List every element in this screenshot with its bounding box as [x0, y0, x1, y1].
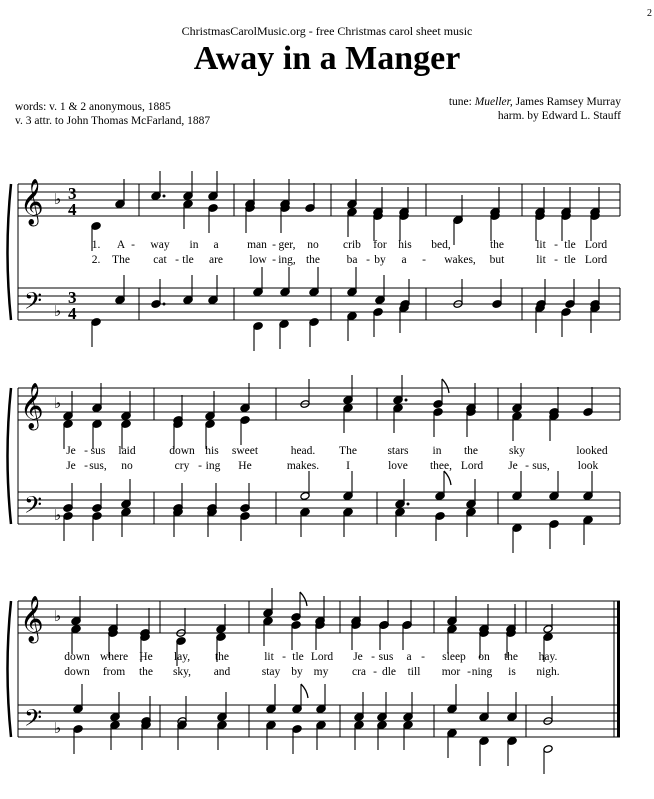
note	[207, 508, 217, 537]
note	[447, 684, 457, 713]
note	[316, 721, 326, 750]
lyric-syllable: on	[478, 651, 490, 663]
note	[343, 404, 353, 433]
bass-staff	[18, 288, 620, 320]
note	[354, 721, 364, 750]
lyric-syllable: ing,	[278, 254, 296, 266]
note	[453, 216, 463, 245]
lyric-syllable: the	[463, 445, 479, 457]
lyric-syllable: bed,	[431, 239, 451, 251]
note	[377, 692, 387, 721]
note	[343, 508, 353, 537]
lyric-syllable: He	[238, 460, 252, 472]
note-flag	[442, 379, 449, 393]
note	[393, 375, 408, 404]
note	[316, 684, 326, 713]
note	[91, 318, 101, 347]
note	[263, 617, 273, 646]
flat-icon: ♭	[54, 719, 62, 737]
lyric-syllable: -	[554, 239, 558, 251]
tune-name: Mueller,	[474, 96, 513, 108]
note	[121, 508, 131, 537]
lyric-syllable: sweet	[231, 445, 259, 457]
lyric-syllable: thee,	[429, 460, 453, 472]
lyric-syllable: Je	[66, 460, 76, 472]
lyric-syllable: in	[189, 239, 199, 251]
lyric-syllable: I	[346, 460, 350, 472]
lyric-syllable: dle	[381, 666, 397, 678]
time-signature-digit: 3	[68, 288, 77, 307]
lyric-syllable: sleep	[442, 651, 466, 663]
dot	[407, 503, 410, 506]
lyric-syllable: Lord	[460, 460, 484, 472]
note	[507, 737, 517, 766]
note	[205, 391, 215, 420]
lyric-syllable: -	[131, 239, 135, 251]
lyric-syllable: -	[84, 460, 88, 472]
note	[183, 200, 193, 229]
lyric-syllable: -	[282, 651, 286, 663]
note	[590, 304, 600, 333]
note	[280, 267, 290, 296]
lyric-syllable: ger,	[278, 239, 296, 251]
note	[466, 383, 476, 412]
lyric-syllable: till	[407, 666, 421, 678]
final-bar-thick	[617, 601, 620, 737]
lyric-syllable: down	[64, 651, 90, 663]
lyric-syllable: -	[366, 254, 370, 266]
lyric-syllable: -	[371, 651, 375, 663]
note	[92, 383, 102, 412]
lyric-syllable: by	[291, 666, 303, 678]
note	[399, 304, 409, 333]
lyric-syllable: no	[307, 239, 319, 251]
lyric-syllable: but	[489, 254, 505, 266]
note	[403, 692, 413, 721]
note	[266, 721, 276, 750]
note	[217, 692, 227, 721]
note	[315, 596, 325, 625]
lyric-syllable: his	[205, 445, 219, 457]
note	[121, 479, 131, 508]
lyric-syllable: ba	[346, 254, 358, 266]
note	[447, 729, 457, 758]
lyric-syllable: ing	[205, 460, 221, 472]
note	[399, 187, 409, 216]
lyric-syllable: A	[116, 239, 126, 251]
lyric-syllable: looked	[576, 445, 608, 457]
lyric-syllable: sus	[90, 445, 106, 457]
lyric-syllable: -	[525, 460, 529, 472]
site-header-line: ChristmasCarolMusic.org - free Christmas carol sheet music	[181, 24, 473, 38]
lyric-syllable: the	[305, 254, 321, 266]
lyric-syllable: sus	[378, 651, 394, 663]
note	[583, 516, 593, 545]
lyric-syllable: in	[432, 445, 442, 457]
note	[217, 721, 227, 750]
lyric-syllable: lit	[536, 239, 546, 251]
lyric-syllable: a	[213, 239, 219, 251]
note	[253, 322, 263, 351]
note	[253, 267, 263, 296]
lyric-syllable: cat	[153, 254, 167, 266]
lyric-syllable: Lord	[584, 254, 608, 266]
treble-clef-icon: 𝄞	[20, 383, 44, 429]
note	[347, 208, 357, 237]
lyric-syllable: down	[169, 445, 195, 457]
lyric-syllable: -	[272, 254, 276, 266]
lyric-syllable: are	[208, 254, 224, 266]
note	[535, 304, 545, 333]
lyric-syllable: tle	[564, 239, 576, 251]
system-brace	[8, 388, 12, 524]
lyric-syllable: stars	[387, 445, 409, 457]
note	[216, 604, 226, 633]
music-system	[8, 375, 621, 553]
lyric-syllable: The	[339, 445, 357, 457]
note	[549, 471, 559, 500]
note	[590, 187, 600, 216]
note	[479, 692, 489, 721]
harmony-credit: harm. by Edward L. Stauff	[497, 110, 621, 122]
note-flag	[300, 592, 307, 606]
bass-staff	[18, 492, 620, 524]
lyric-syllable: 1.	[91, 239, 101, 251]
system-brace	[8, 184, 12, 320]
note	[177, 721, 187, 750]
lyric-syllable: -	[84, 445, 88, 457]
note	[506, 604, 516, 633]
note	[466, 508, 476, 537]
lyric-syllable: stay	[261, 666, 281, 678]
lyric-syllable: Je	[508, 460, 518, 472]
note	[395, 508, 405, 537]
note	[466, 479, 476, 508]
lyric-syllable: makes.	[286, 460, 320, 472]
lyric-syllable: man	[247, 239, 267, 251]
lyric-syllable: way	[150, 239, 170, 251]
lyric-syllable: cra	[351, 666, 367, 678]
note	[309, 318, 319, 347]
lyric-syllable: laid	[118, 445, 136, 457]
time-signature-digit: 4	[68, 304, 77, 323]
lyric-syllable: -	[175, 254, 179, 266]
note	[447, 625, 457, 654]
note	[266, 684, 276, 713]
flat-icon: ♭	[54, 394, 62, 412]
lyric-syllable: The	[112, 254, 130, 266]
note	[115, 275, 125, 304]
note	[351, 596, 361, 625]
lyric-syllable: is	[508, 666, 516, 678]
time-signature-digit: 3	[68, 184, 77, 203]
lyric-syllable: the	[489, 239, 505, 251]
note	[490, 187, 500, 216]
lyric-syllable: his	[398, 239, 412, 251]
note	[141, 721, 151, 750]
bass-clef-icon: 𝄢	[24, 491, 43, 524]
lyric-syllable: cry	[174, 460, 190, 472]
note	[347, 179, 357, 208]
lyric-syllable: hay.	[538, 651, 558, 663]
note	[561, 187, 571, 216]
note	[108, 604, 118, 633]
lyric-syllable: sus,	[532, 460, 550, 472]
lyric-syllable: head.	[290, 445, 316, 457]
lyric-syllable: tle	[564, 254, 576, 266]
note	[343, 471, 353, 500]
words-credit-line-1: words: v. 1 & 2 anonymous, 1885	[15, 101, 171, 113]
note	[151, 171, 166, 200]
flat-icon: ♭	[54, 607, 62, 625]
dot	[163, 195, 166, 198]
flat-icon: ♭	[54, 506, 62, 524]
note-flag	[301, 684, 308, 698]
lyric-syllable: -	[467, 666, 471, 678]
lyric-syllable: -	[421, 651, 425, 663]
treble-staff	[18, 388, 620, 420]
note	[512, 412, 522, 441]
note	[183, 171, 193, 200]
lyric-syllable: the	[214, 651, 230, 663]
lyric-syllable: ning	[471, 666, 493, 678]
lyric-syllable: -	[422, 254, 426, 266]
note	[63, 391, 73, 420]
note	[300, 471, 310, 500]
bass-clef-icon: 𝄢	[24, 704, 43, 737]
lyric-syllable: look	[577, 460, 599, 472]
note	[208, 275, 218, 304]
lyric-syllable: sky,	[172, 666, 192, 678]
lyric-syllable: low	[249, 254, 267, 266]
note	[543, 604, 553, 633]
note	[73, 684, 83, 713]
lyric-syllable: the	[138, 666, 154, 678]
note	[507, 692, 517, 721]
note	[583, 471, 593, 500]
note	[173, 508, 183, 537]
note	[208, 171, 218, 200]
note	[245, 179, 255, 208]
lyric-syllable: lit	[264, 651, 274, 663]
note	[309, 267, 319, 296]
note	[110, 692, 120, 721]
lyric-syllable: my	[313, 666, 329, 678]
note	[373, 187, 383, 216]
lyric-syllable: nigh.	[536, 666, 560, 678]
lyric-syllable: -	[554, 254, 558, 266]
music-system	[8, 588, 621, 774]
note	[395, 479, 410, 508]
note	[115, 179, 125, 208]
note	[121, 391, 131, 420]
lyric-syllable: Lord	[310, 651, 334, 663]
note	[343, 375, 353, 404]
bass-clef-icon: 𝄢	[24, 287, 43, 320]
lyric-syllable: wakes,	[444, 254, 476, 266]
note	[535, 187, 545, 216]
lyric-syllable: lit	[536, 254, 546, 266]
note	[549, 412, 559, 441]
page-number: 2	[647, 8, 652, 19]
lyric-syllable: down	[64, 666, 90, 678]
treble-clef-icon: 𝄞	[20, 596, 44, 642]
music-system	[8, 171, 621, 351]
note	[479, 604, 489, 633]
lyric-syllable: -	[272, 239, 276, 251]
note	[512, 524, 522, 553]
note	[263, 588, 273, 617]
note	[71, 596, 81, 625]
note	[292, 684, 308, 713]
dot	[405, 399, 408, 402]
note	[403, 721, 413, 750]
lyric-syllable: He	[139, 651, 153, 663]
lyric-syllable: Je	[353, 651, 363, 663]
lyric-syllable: Je	[66, 445, 76, 457]
lyric-syllable: tle	[182, 254, 194, 266]
words-credit-line-2: v. 3 attr. to John Thomas McFarland, 1887	[15, 115, 211, 127]
lyric-syllable: Lord	[584, 239, 608, 251]
note	[240, 383, 250, 412]
lyric-syllable: for	[373, 239, 387, 251]
note	[393, 404, 403, 433]
lyric-syllable: where	[99, 651, 129, 663]
lyric-syllable: tle	[292, 651, 304, 663]
treble-clef-icon: 𝄞	[20, 179, 44, 225]
lyric-syllable: lay,	[173, 651, 191, 663]
lyric-syllable: 2.	[91, 254, 101, 266]
lyric-syllable: sus,	[89, 460, 107, 472]
lyric-syllable: crib	[343, 239, 361, 251]
note	[512, 471, 522, 500]
flat-icon: ♭	[54, 302, 62, 320]
lyric-syllable: -	[373, 666, 377, 678]
system-brace	[8, 601, 12, 737]
song-title: Away in a Manger	[193, 40, 461, 77]
lyric-syllable: sky	[509, 445, 525, 457]
lyric-syllable: by	[374, 254, 386, 266]
note	[347, 312, 357, 341]
time-signature-digit: 4	[68, 200, 77, 219]
note	[110, 721, 120, 750]
note	[300, 508, 310, 537]
note	[512, 383, 522, 412]
tune-composer: James Ramsey Murray	[512, 96, 621, 108]
lyric-syllable: a	[406, 651, 412, 663]
note	[71, 625, 81, 654]
note	[354, 692, 364, 721]
note	[377, 721, 387, 750]
lyric-syllable: a	[401, 254, 407, 266]
note	[435, 471, 451, 500]
note	[183, 275, 193, 304]
note-flag	[444, 471, 451, 485]
lyric-syllable: -	[198, 460, 202, 472]
lyric-syllable: the	[503, 651, 519, 663]
note	[279, 320, 289, 349]
note	[543, 745, 553, 774]
note	[347, 267, 357, 296]
note	[375, 275, 385, 304]
lyric-syllable: no	[121, 460, 133, 472]
lyric-syllable: love	[388, 460, 408, 472]
note	[447, 596, 457, 625]
note	[280, 179, 290, 208]
flat-icon: ♭	[54, 190, 62, 208]
lyric-syllable: mor	[441, 666, 461, 678]
lyric-syllable: and	[213, 666, 231, 678]
tune-prefix: tune:	[448, 96, 475, 108]
treble-staff	[18, 184, 620, 216]
note	[479, 737, 489, 766]
lyric-syllable: from	[102, 666, 126, 678]
